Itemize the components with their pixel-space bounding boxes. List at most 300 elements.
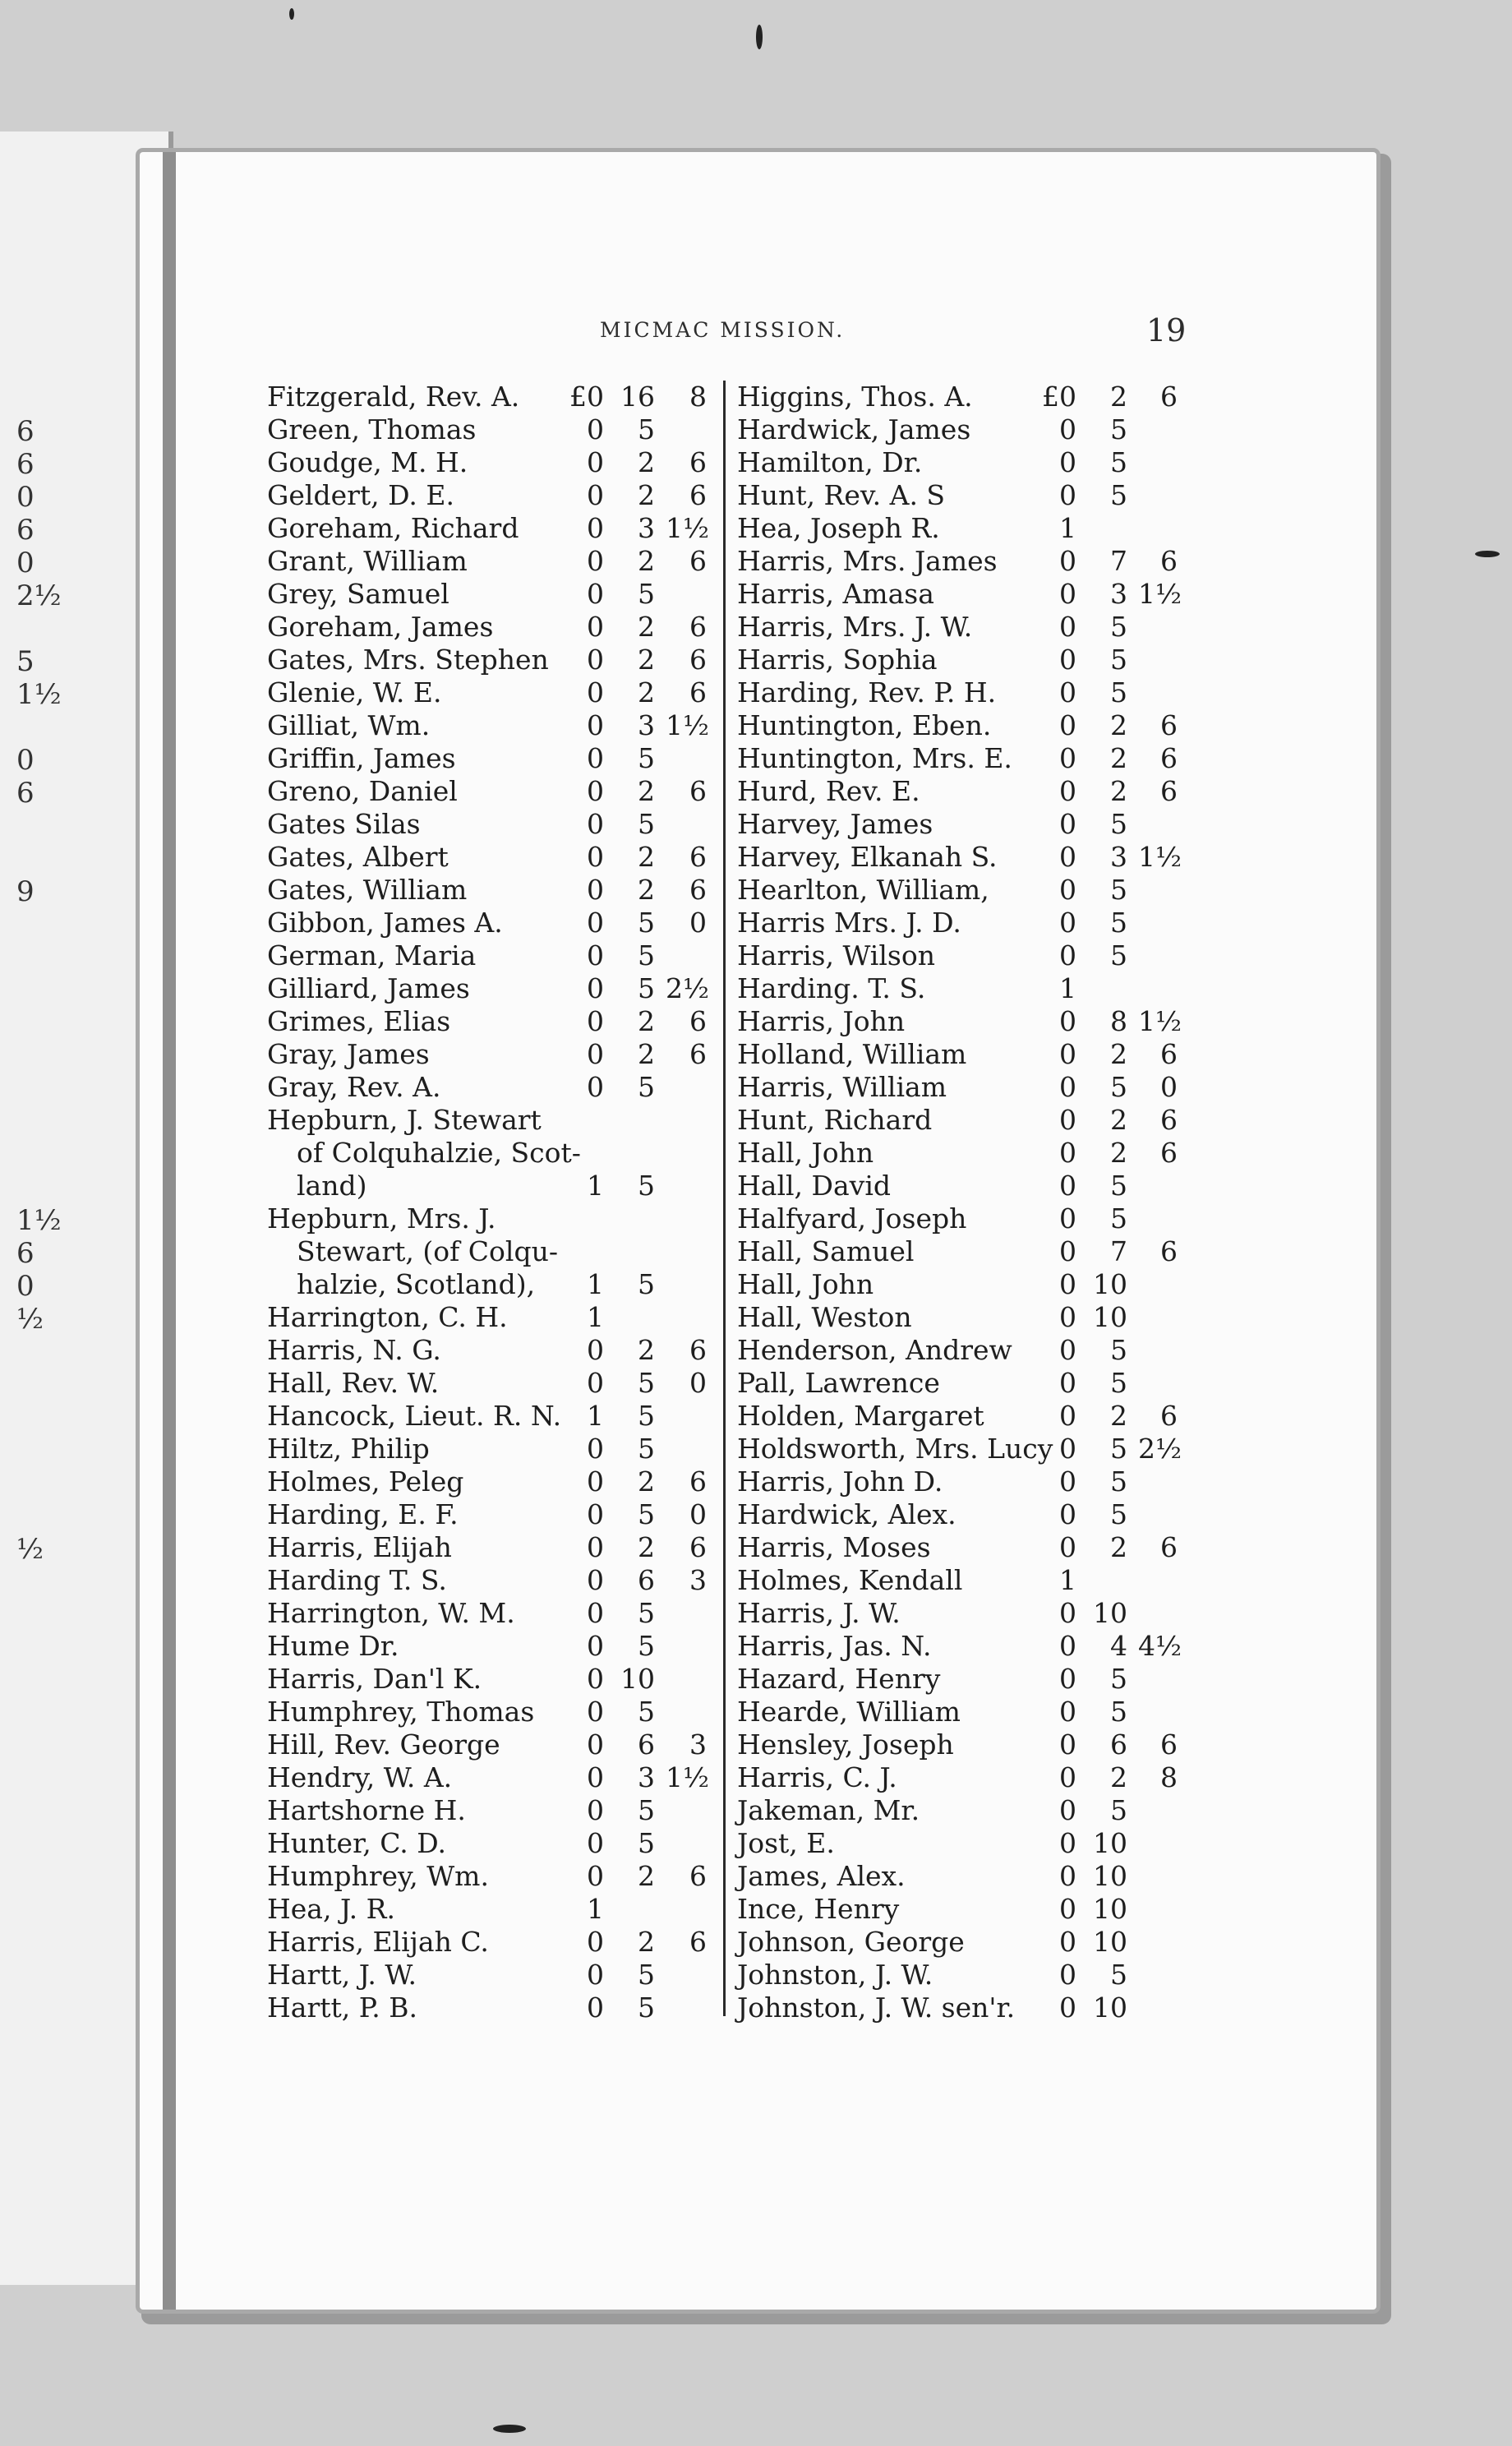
left-fragment: 6	[16, 777, 35, 810]
amount-shillings: 5	[638, 907, 655, 939]
amount-shillings: 8	[1110, 1005, 1127, 1037]
subscriber-name: Harding. T. S.	[737, 972, 926, 1004]
amount-pounds: 0	[1059, 1728, 1076, 1761]
amount-shillings: 5	[1110, 1170, 1127, 1202]
amount-shillings: 10	[1093, 1301, 1127, 1333]
amount-pounds: 0	[1059, 578, 1076, 610]
amount-shillings: 2	[1110, 1104, 1127, 1136]
subscriber-name: Harris, Jas. N.	[737, 1630, 932, 1662]
amount-shillings: 2	[638, 1334, 655, 1366]
amount-pence: 2½	[1138, 1433, 1182, 1465]
amount-pounds: 0	[1059, 1071, 1076, 1103]
amount-pounds: 1	[587, 1170, 604, 1202]
subscriber-name: Holdsworth, Mrs. Lucy	[737, 1433, 1053, 1465]
subscriber-name: Hepburn, Mrs. J.	[267, 1202, 496, 1235]
amount-pounds: 0	[1059, 1005, 1076, 1037]
subscriber-name: Harvey, James	[737, 808, 933, 840]
subscriber-name: German, Maria	[267, 939, 477, 971]
amount-pounds: 0	[1059, 1531, 1076, 1563]
left-fragment: 0	[16, 744, 35, 777]
amount-pounds: 0	[587, 1728, 604, 1761]
amount-shillings: 10	[1093, 1893, 1127, 1925]
subscriber-name: Hardwick, James	[737, 413, 971, 445]
amount-shillings: 10	[1093, 1860, 1127, 1892]
amount-pence: 6	[1160, 1531, 1178, 1563]
subscriber-name: Greno, Daniel	[267, 775, 458, 807]
amount-pounds: 1	[1059, 972, 1076, 1004]
amount-shillings: 6	[638, 1564, 655, 1596]
amount-pounds: 0	[1059, 874, 1076, 906]
amount-pounds: 0	[587, 709, 604, 741]
amount-pounds: 0	[587, 1334, 604, 1366]
amount-pence: 6	[1160, 1038, 1178, 1070]
amount-pence: 6	[689, 545, 707, 577]
amount-shillings: 3	[638, 512, 655, 544]
subscriber-name: Gilliard, James	[267, 972, 470, 1004]
amount-shillings: 5	[1110, 874, 1127, 906]
amount-pounds: 0	[587, 1071, 604, 1103]
amount-shillings: 5	[1110, 1433, 1127, 1465]
amount-pounds: 0	[1059, 1761, 1076, 1793]
amount-pence: 0	[689, 1367, 707, 1399]
amount-pounds: 0	[587, 1794, 604, 1826]
amount-pounds: 0	[1059, 907, 1076, 939]
amount-shillings: 5	[1110, 676, 1127, 708]
subscriber-name: Humphrey, Thomas	[267, 1696, 535, 1728]
amount-shillings: 2	[638, 446, 655, 478]
amount-pounds: 0	[587, 1926, 604, 1958]
amount-pounds: 0	[1059, 1170, 1076, 1202]
amount-shillings: 10	[620, 1663, 655, 1695]
subscriber-name: Harris, Elijah	[267, 1531, 452, 1563]
left-fragment: 6	[16, 1237, 35, 1270]
amount-pounds: 0	[587, 512, 604, 544]
amount-pence: 6	[1160, 742, 1178, 774]
amount-pounds: 0	[587, 808, 604, 840]
left-fragment: 6	[16, 514, 35, 547]
amount-pounds: 0	[1059, 1893, 1076, 1925]
subscriber-name: Hall, Samuel	[737, 1235, 915, 1267]
subscriber-name: Gray, James	[267, 1038, 430, 1070]
amount-pence: 1½	[666, 1761, 709, 1793]
amount-pounds: 0	[1059, 841, 1076, 873]
amount-shillings: 5	[638, 1071, 655, 1103]
amount-shillings: 5	[1110, 1794, 1127, 1826]
amount-shillings: 5	[638, 1991, 655, 2024]
amount-shillings: 5	[638, 1959, 655, 1991]
amount-pounds: 0	[587, 1827, 604, 1859]
amount-pence: 1½	[1138, 578, 1182, 610]
amount-shillings: 2	[1110, 1400, 1127, 1432]
amount-pence: 6	[1160, 1400, 1178, 1432]
amount-pence: 6	[689, 1005, 707, 1037]
subscriber-name: Humphrey, Wm.	[267, 1860, 489, 1892]
subscriber-name: Gates, Mrs. Stephen	[267, 644, 549, 676]
amount-pounds: 0	[1059, 1334, 1076, 1366]
amount-pounds: 0	[1059, 413, 1076, 445]
amount-pence: 6	[1160, 1728, 1178, 1761]
amount-pounds: 0	[587, 1564, 604, 1596]
subscriber-name: Harrington, C. H.	[267, 1301, 508, 1333]
subscriber-name: Stewart, (of Colqu-	[297, 1235, 558, 1267]
subscriber-name: Goreham, Richard	[267, 512, 519, 544]
amount-shillings: 7	[1110, 1235, 1127, 1267]
subscriber-name: Harris, Sophia	[737, 644, 938, 676]
subscriber-name: Hea, Joseph R.	[737, 512, 940, 544]
amount-pence: 1½	[666, 709, 709, 741]
amount-shillings: 2	[638, 1005, 655, 1037]
subscriber-name: Harris, Amasa	[737, 578, 934, 610]
amount-shillings: 5	[638, 742, 655, 774]
print-speck	[289, 8, 294, 20]
subscriber-name: Hearde, William	[737, 1696, 961, 1728]
amount-pence: 6	[1160, 381, 1178, 413]
left-fragment: 5	[16, 645, 35, 678]
amount-shillings: 5	[638, 1498, 655, 1530]
amount-shillings: 2	[1110, 1038, 1127, 1070]
subscriber-name: Harding, E. F.	[267, 1498, 459, 1530]
subscriber-name: Harris, Moses	[737, 1531, 931, 1563]
amount-pounds: 0	[1059, 1433, 1076, 1465]
amount-pence: 3	[689, 1564, 707, 1596]
left-fragment: 0	[16, 547, 35, 579]
amount-shillings: 2	[638, 1038, 655, 1070]
amount-shillings: 5	[638, 1400, 655, 1432]
subscriber-name: Gates Silas	[267, 808, 421, 840]
amount-shillings: 2	[638, 611, 655, 643]
amount-pence: 1½	[1138, 1005, 1182, 1037]
amount-shillings: 5	[1110, 1696, 1127, 1728]
subscriber-name: Hurd, Rev. E.	[737, 775, 920, 807]
amount-shillings: 10	[1093, 1597, 1127, 1629]
subscriber-name: Hall, Weston	[737, 1301, 912, 1333]
subscriber-name: Johnston, J. W. sen'r.	[737, 1991, 1016, 2024]
subscriber-name: Hall, John	[737, 1137, 874, 1169]
amount-shillings: 5	[638, 1268, 655, 1300]
amount-pence: 4½	[1138, 1630, 1182, 1662]
subscriber-name: Hill, Rev. George	[267, 1728, 500, 1761]
amount-pounds: 0	[587, 1630, 604, 1662]
amount-shillings: 10	[1093, 1268, 1127, 1300]
amount-shillings: 2	[638, 1465, 655, 1498]
amount-pounds: 0	[587, 676, 604, 708]
amount-pence: 6	[689, 841, 707, 873]
amount-pounds: 0	[587, 1597, 604, 1629]
amount-shillings: 5	[638, 972, 655, 1004]
amount-pounds: £0	[569, 381, 604, 413]
amount-pounds: 0	[587, 1959, 604, 1991]
amount-shillings: 5	[1110, 446, 1127, 478]
subscriber-name: Hartshorne H.	[267, 1794, 466, 1826]
amount-pounds: 0	[1059, 1038, 1076, 1070]
amount-pounds: 0	[1059, 644, 1076, 676]
subscriber-name: Holden, Margaret	[737, 1400, 984, 1432]
amount-pounds: 0	[587, 1696, 604, 1728]
amount-pounds: 0	[1059, 1597, 1076, 1629]
amount-pounds: 0	[587, 939, 604, 971]
page-number: 19	[1146, 312, 1187, 348]
subscriber-name: Hartt, P. B.	[267, 1991, 417, 2024]
print-speck	[1475, 551, 1500, 557]
amount-pence: 6	[689, 1860, 707, 1892]
subscriber-name: Hardwick, Alex.	[737, 1498, 957, 1530]
amount-pounds: 0	[587, 874, 604, 906]
amount-shillings: 5	[638, 1170, 655, 1202]
amount-pence: 8	[1160, 1761, 1178, 1793]
subscriber-name: Goreham, James	[267, 611, 494, 643]
subscriber-name: Johnston, J. W.	[737, 1959, 933, 1991]
amount-shillings: 5	[1110, 939, 1127, 971]
subscriber-name: Griffin, James	[267, 742, 456, 774]
subscriber-name: Hancock, Lieut. R. N.	[267, 1400, 562, 1432]
subscriber-name: Glenie, W. E.	[267, 676, 442, 708]
amount-pence: 6	[689, 479, 707, 511]
subscriber-name: Gray, Rev. A.	[267, 1071, 441, 1103]
subscriber-name: Fitzgerald, Rev. A.	[267, 381, 520, 413]
subscriber-name: Hepburn, J. Stewart	[267, 1104, 542, 1136]
subscriber-name: Harris, Wilson	[737, 939, 935, 971]
amount-pounds: 0	[587, 1433, 604, 1465]
amount-pence: 6	[1160, 1137, 1178, 1169]
subscriber-name: Hall, David	[737, 1170, 891, 1202]
amount-pounds: 0	[587, 775, 604, 807]
amount-pounds: 0	[1059, 1235, 1076, 1267]
subscriber-name: James, Alex.	[737, 1860, 906, 1892]
amount-pounds: 0	[1059, 939, 1076, 971]
amount-pounds: 0	[1059, 446, 1076, 478]
subscriber-name: Harris, Mrs. J. W.	[737, 611, 973, 643]
amount-shillings: 5	[1110, 644, 1127, 676]
amount-shillings: 10	[1093, 1926, 1127, 1958]
amount-shillings: 5	[1110, 1663, 1127, 1695]
amount-pounds: 0	[587, 907, 604, 939]
amount-pence: 0	[1160, 1071, 1178, 1103]
amount-shillings: 6	[638, 1728, 655, 1761]
amount-pounds: 0	[1059, 1104, 1076, 1136]
amount-shillings: 2	[638, 841, 655, 873]
subscriber-name: Harris, Elijah C.	[267, 1926, 489, 1958]
left-fragment: 6	[16, 415, 35, 448]
amount-pence: 6	[689, 1465, 707, 1498]
amount-shillings: 4	[1110, 1630, 1127, 1662]
amount-pounds: 0	[1059, 1400, 1076, 1432]
amount-pounds: 0	[587, 545, 604, 577]
amount-shillings: 10	[1093, 1991, 1127, 2024]
amount-pounds: 0	[1059, 1827, 1076, 1859]
subscriber-name: Jost, E.	[737, 1827, 835, 1859]
amount-shillings: 2	[638, 644, 655, 676]
amount-pounds: 0	[1059, 1465, 1076, 1498]
amount-pounds: 0	[1059, 676, 1076, 708]
amount-pounds: 0	[587, 1498, 604, 1530]
subscriber-name: Huntington, Mrs. E.	[737, 742, 1012, 774]
subscriber-name: Hall, Rev. W.	[267, 1367, 440, 1399]
amount-shillings: 7	[1110, 545, 1127, 577]
amount-pence: 3	[689, 1728, 707, 1761]
left-fragment: 9	[16, 875, 35, 908]
amount-pounds: 0	[587, 1860, 604, 1892]
amount-shillings: 2	[638, 775, 655, 807]
amount-pence: 2½	[666, 972, 709, 1004]
subscriber-name: Harris Mrs. J. D.	[737, 907, 961, 939]
amount-pounds: 0	[587, 1367, 604, 1399]
amount-shillings: 5	[1110, 1202, 1127, 1235]
amount-pounds: 0	[587, 479, 604, 511]
subscriber-name: Jakeman, Mr.	[737, 1794, 920, 1826]
amount-pounds: 0	[1059, 1696, 1076, 1728]
amount-pounds: 1	[1059, 1564, 1076, 1596]
amount-shillings: 5	[638, 1794, 655, 1826]
subscriber-name: Hume Dr.	[267, 1630, 399, 1662]
subscriber-name: Hunt, Rev. A. S	[737, 479, 946, 511]
amount-pounds: 0	[1059, 1202, 1076, 1235]
amount-pounds: 0	[1059, 479, 1076, 511]
subscriber-name: Grant, William	[267, 545, 468, 577]
amount-shillings: 2	[1110, 1761, 1127, 1793]
amount-pence: 0	[689, 1498, 707, 1530]
amount-shillings: 2	[1110, 775, 1127, 807]
subscriber-name: Holmes, Peleg	[267, 1465, 464, 1498]
amount-pounds: 0	[587, 413, 604, 445]
amount-pounds: 0	[1059, 1860, 1076, 1892]
amount-pence: 6	[1160, 709, 1178, 741]
amount-pence: 6	[689, 1334, 707, 1366]
amount-pounds: 1	[1059, 512, 1076, 544]
subscriber-name: land)	[297, 1170, 367, 1202]
subscriber-name: Grey, Samuel	[267, 578, 449, 610]
subscriber-name: of Colquhalzie, Scot-	[297, 1137, 581, 1169]
subscriber-name: Hendry, W. A.	[267, 1761, 453, 1793]
amount-pounds: 0	[587, 644, 604, 676]
amount-pence: 6	[1160, 545, 1178, 577]
subscriber-name: Goudge, M. H.	[267, 446, 468, 478]
amount-pounds: 1	[587, 1301, 604, 1333]
subscriber-name: Ince, Henry	[737, 1893, 900, 1925]
subscriber-name: Gates, William	[267, 874, 468, 906]
amount-pence: 6	[1160, 775, 1178, 807]
amount-pounds: 0	[1059, 1663, 1076, 1695]
subscriber-name: Harris, John	[737, 1005, 906, 1037]
amount-pounds: 0	[1059, 1630, 1076, 1662]
subscriber-name: Harris, C. J.	[737, 1761, 897, 1793]
subscriber-name: Harvey, Elkanah S.	[737, 841, 998, 873]
amount-shillings: 2	[1110, 709, 1127, 741]
amount-shillings: 2	[638, 1531, 655, 1563]
amount-pounds: 0	[1059, 742, 1076, 774]
subscriber-name: halzie, Scotland),	[297, 1268, 536, 1300]
amount-shillings: 5	[638, 808, 655, 840]
amount-pounds: 0	[587, 972, 604, 1004]
amount-pounds: 0	[587, 1005, 604, 1037]
amount-shillings: 5	[1110, 1367, 1127, 1399]
subscriber-name: Gilliat, Wm.	[267, 709, 431, 741]
amount-shillings: 5	[1110, 1959, 1127, 1991]
amount-pence: 6	[1160, 1104, 1178, 1136]
amount-shillings: 5	[638, 1433, 655, 1465]
subscriber-name: Huntington, Eben.	[737, 709, 992, 741]
subscriber-name: Harris, Mrs. James	[737, 545, 998, 577]
subscriber-name: Hazard, Henry	[737, 1663, 941, 1695]
subscriber-name: Harris, William	[737, 1071, 947, 1103]
subscriber-name: Grimes, Elias	[267, 1005, 451, 1037]
amount-pence: 1½	[1138, 841, 1182, 873]
column-divider	[723, 381, 726, 2016]
subscriber-name: Harrington, W. M.	[267, 1597, 515, 1629]
amount-pounds: 0	[587, 841, 604, 873]
amount-pence: 6	[689, 644, 707, 676]
amount-shillings: 10	[1093, 1827, 1127, 1859]
amount-pence: 8	[689, 381, 707, 413]
subscriber-name: Henderson, Andrew	[737, 1334, 1012, 1366]
amount-pounds: 0	[587, 1761, 604, 1793]
amount-pounds: 0	[1059, 1926, 1076, 1958]
amount-shillings: 5	[638, 1597, 655, 1629]
amount-pounds: 0	[1059, 1794, 1076, 1826]
amount-pounds: 0	[1059, 1301, 1076, 1333]
amount-pence: 6	[689, 874, 707, 906]
amount-shillings: 5	[1110, 611, 1127, 643]
print-speck	[756, 25, 763, 49]
subscriber-name: Gibbon, James A.	[267, 907, 503, 939]
amount-shillings: 16	[620, 381, 655, 413]
subscriber-name: Hunt, Richard	[737, 1104, 933, 1136]
left-fragment: 0	[16, 1270, 35, 1303]
subscriber-name: Harris, Dan'l K.	[267, 1663, 482, 1695]
amount-shillings: 5	[1110, 1498, 1127, 1530]
amount-pounds: 1	[587, 1400, 604, 1432]
left-fragment: 1½	[16, 678, 62, 711]
left-fragment: ½	[16, 1533, 44, 1566]
subscriber-name: Higgins, Thos. A.	[737, 381, 973, 413]
amount-shillings: 5	[638, 1696, 655, 1728]
subscriber-name: Holland, William	[737, 1038, 967, 1070]
amount-pence: 6	[689, 775, 707, 807]
amount-shillings: 5	[1110, 808, 1127, 840]
amount-pounds: 0	[587, 611, 604, 643]
print-speck	[493, 2425, 526, 2433]
subscriber-name: Green, Thomas	[267, 413, 477, 445]
amount-pounds: 0	[587, 1038, 604, 1070]
amount-pounds: 0	[1059, 775, 1076, 807]
subscriber-name: Harding, Rev. P. H.	[737, 676, 997, 708]
page-binding-edge	[163, 152, 176, 2310]
amount-shillings: 2	[1110, 742, 1127, 774]
subscriber-name: Hearlton, William,	[737, 874, 989, 906]
amount-shillings: 5	[1110, 479, 1127, 511]
amount-shillings: 2	[638, 479, 655, 511]
left-fragment: ½	[16, 1303, 44, 1336]
amount-pence: 6	[689, 676, 707, 708]
amount-pence: 0	[689, 907, 707, 939]
amount-pounds: 0	[587, 578, 604, 610]
amount-shillings: 5	[638, 1367, 655, 1399]
subscriber-name: Holmes, Kendall	[737, 1564, 963, 1596]
running-header: MICMAC MISSION.	[600, 318, 846, 342]
amount-shillings: 2	[638, 1860, 655, 1892]
amount-shillings: 5	[638, 578, 655, 610]
amount-shillings: 3	[1110, 578, 1127, 610]
amount-pence: 6	[1160, 1235, 1178, 1267]
amount-shillings: 3	[1110, 841, 1127, 873]
subscriber-name: Halfyard, Joseph	[737, 1202, 967, 1235]
amount-pounds: 0	[587, 742, 604, 774]
amount-pence: 6	[689, 611, 707, 643]
amount-shillings: 6	[1110, 1728, 1127, 1761]
amount-pence: 6	[689, 1531, 707, 1563]
subscriber-name: Gates, Albert	[267, 841, 449, 873]
amount-pounds: 0	[1059, 808, 1076, 840]
amount-shillings: 5	[638, 939, 655, 971]
